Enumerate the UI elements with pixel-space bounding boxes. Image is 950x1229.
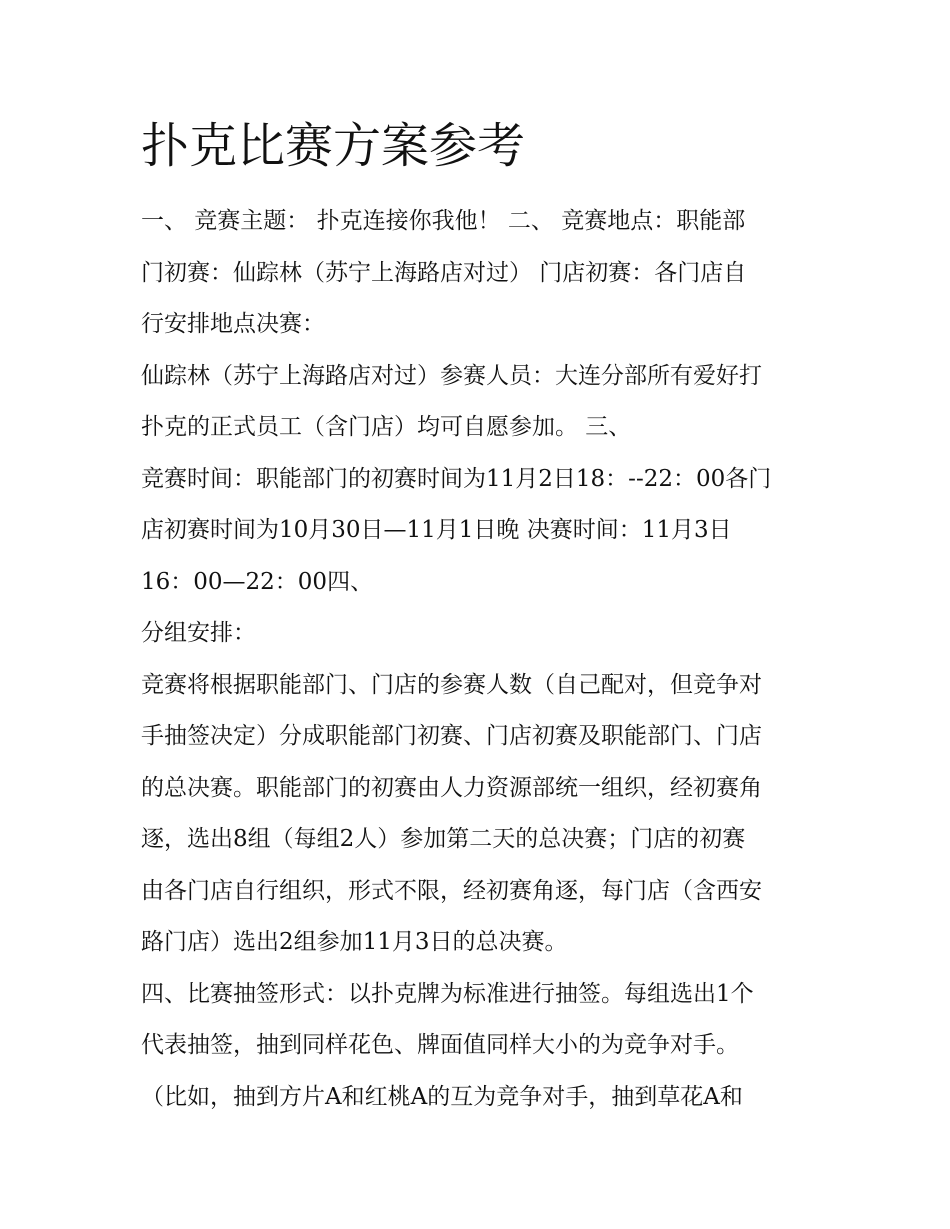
text-line: 四、比赛抽签形式：以扑克牌为标准进行抽签。每组选出1个 (141, 980, 754, 1007)
text-line: 16：00—22：00四、 (141, 568, 374, 595)
text-line: 一、 竞赛主题： 扑克连接你我他！ 二、 竞赛地点：职能部 (141, 208, 746, 234)
text-line: 代表抽签，抽到同样花色、牌面值同样大小的为竞争对手。 (141, 1032, 739, 1058)
text-line: 扑克的正式员工（含门店）均可自愿参加。 三、 (141, 414, 632, 440)
text-line: 的总决赛。职能部门的初赛由人力资源部统一组织，经初赛角 (141, 774, 762, 801)
text-line: 仙踪林（苏宁上海路店对过）参赛人员：大连分部所有爱好打 (141, 362, 762, 389)
text-line: 分组安排： (141, 620, 256, 646)
text-line: （比如，抽到方片A和红桃A的互为竞争对手，抽到草花A和 (141, 1083, 743, 1110)
text-line: 逐，选出8组（每组2人）参加第二天的总决赛；门店的初赛 (141, 826, 746, 852)
text-line: 路门店）选出2组参加11月3日的总决赛。 (141, 929, 568, 955)
text-line: 竞赛将根据职能部门、门店的参赛人数（自己配对，但竞争对 (141, 671, 762, 698)
text-line: 手抽签决定）分成职能部门初赛、门店初赛及职能部门、门店 (141, 723, 762, 749)
text-line: 由各门店自行组织，形式不限，经初赛角逐，每门店（含西安 (141, 877, 762, 904)
text-line: 门初赛：仙踪林（苏宁上海路店对过） 门店初赛：各门店自 (141, 259, 747, 286)
text-line: 竞赛时间：职能部门的初赛时间为11月2日18：--22：00各门 (141, 465, 772, 492)
text-line: 店初赛时间为10月30日—11月1日晚 决赛时间：11月3日 (141, 517, 732, 543)
page-title: 扑克比赛方案参考 (141, 118, 526, 174)
text-line: 行安排地点决赛： (141, 311, 325, 337)
document-body (141, 196, 821, 1123)
